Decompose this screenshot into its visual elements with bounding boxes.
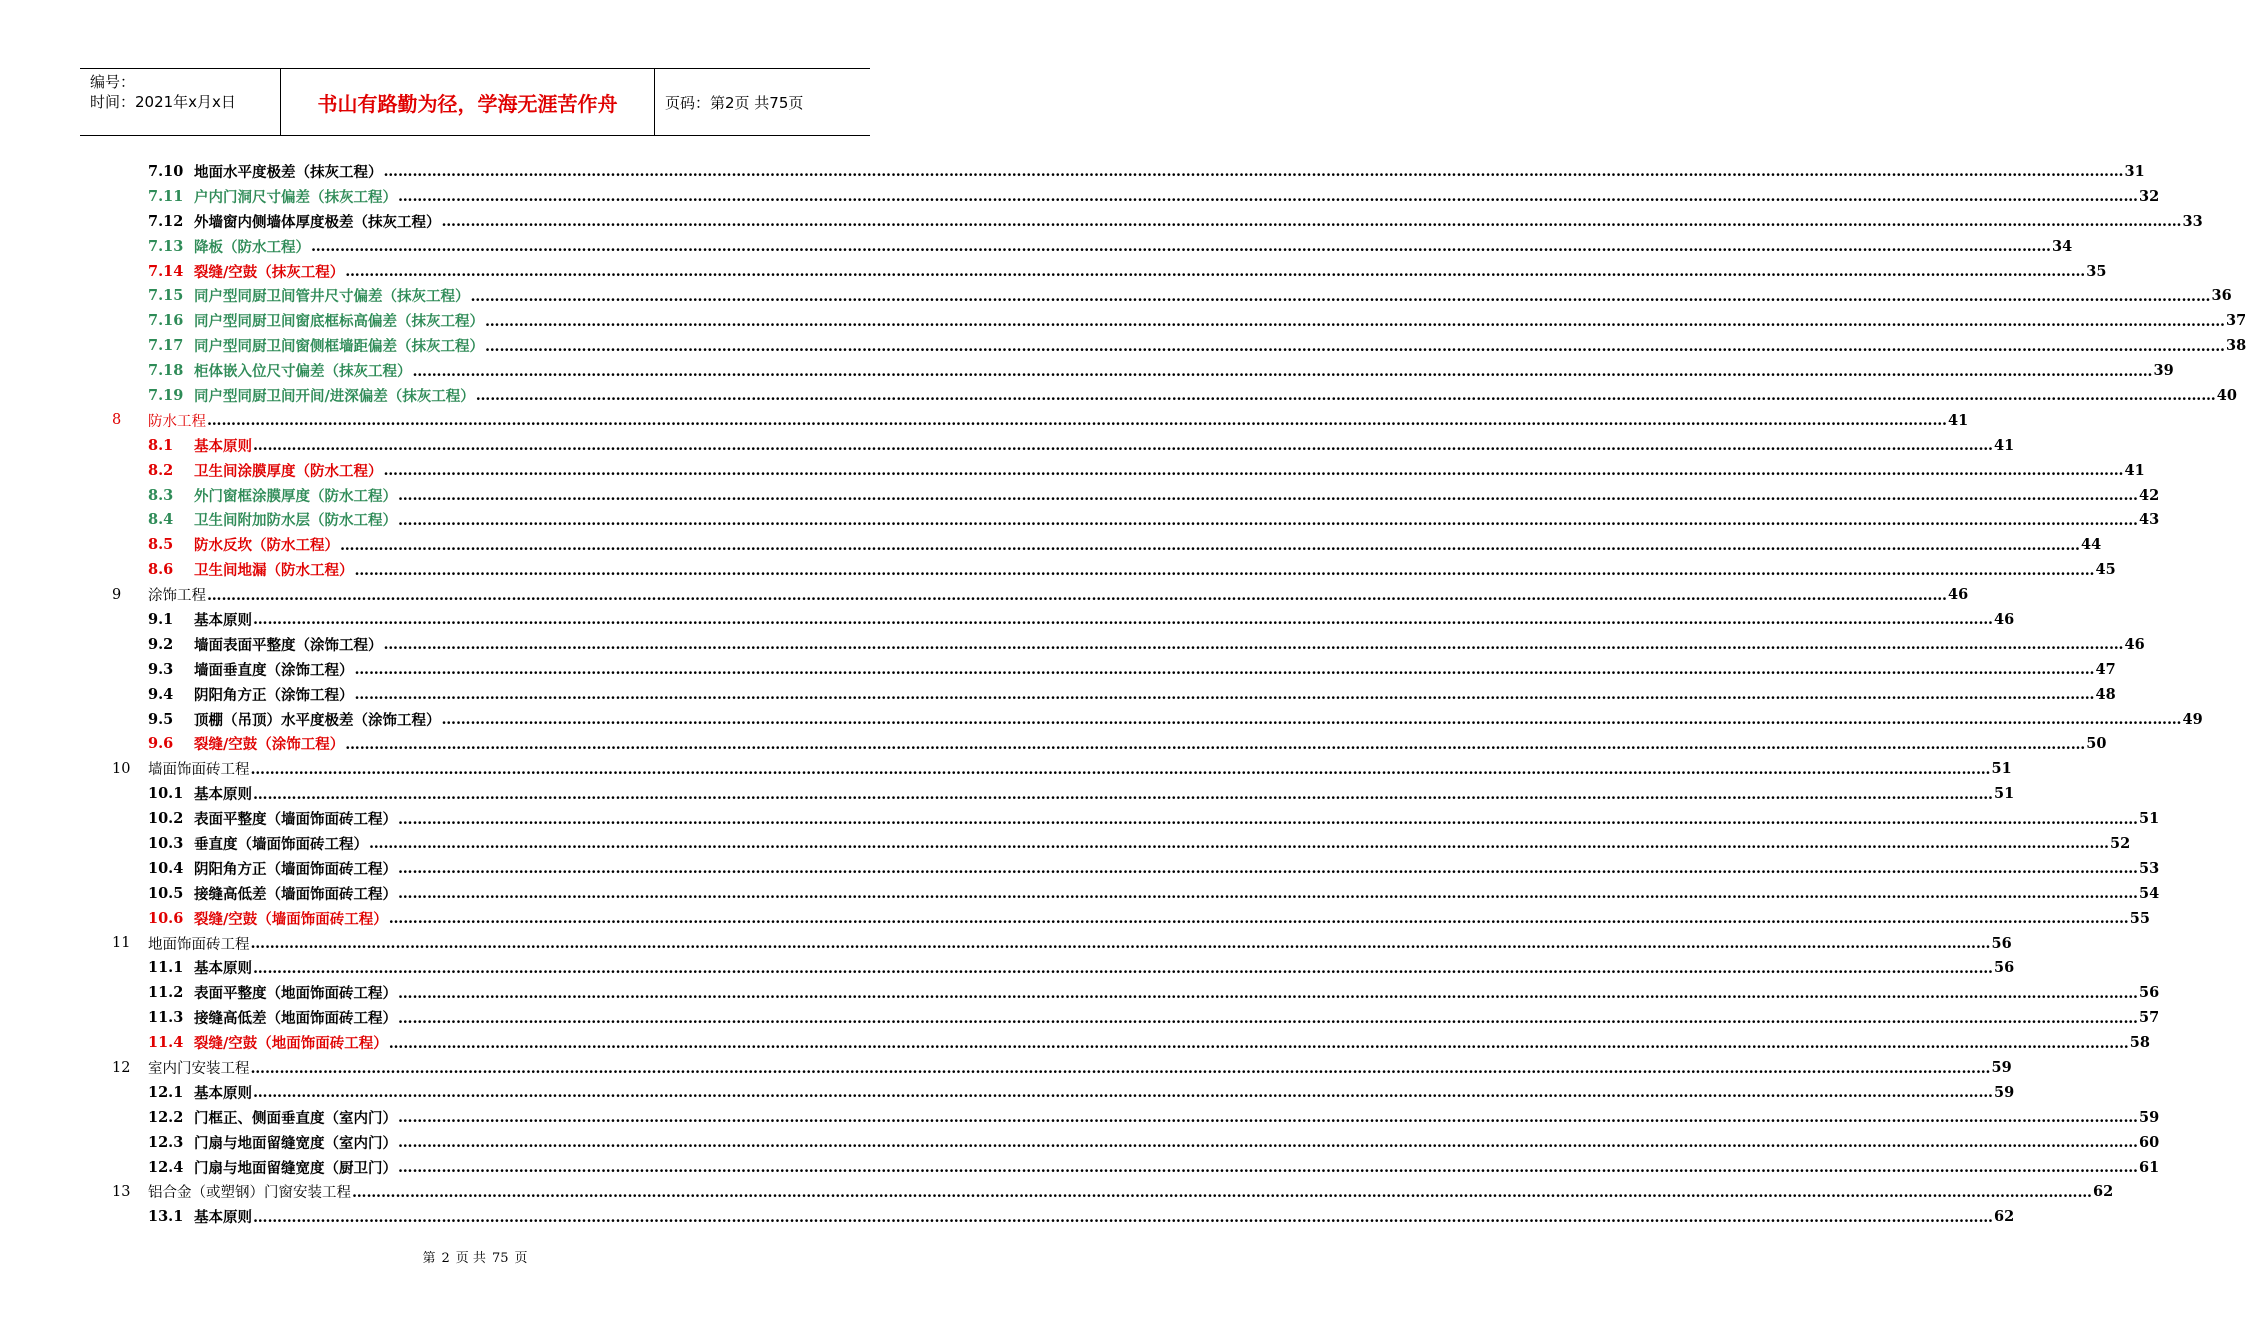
toc-entry[interactable] [112, 458, 2145, 483]
toc-entry[interactable] [112, 906, 2150, 931]
toc-entry[interactable] [112, 1055, 2012, 1080]
toc-entry-page: 58 [2129, 1034, 2150, 1052]
toc-dot-leader: ……………………………………………………………………………………………………………………………………………………………………………………………………………………………………………………………………………………………………………………………… [354, 686, 2095, 704]
toc-entry-page: 48 [2095, 685, 2116, 703]
toc-entry-page: 60 [2139, 1133, 2160, 1151]
toc-dot-leader: ……………………………………………………………………………………………………………………………………………………………………………………………………………………………………………………………………………………………………………………………… [340, 536, 2080, 554]
toc-entry[interactable] [112, 1155, 2160, 1180]
toc-entry-number: 8.3 [148, 486, 174, 504]
toc-entry-title: 裂缝/空鼓（墙面饰面砖工程） [194, 910, 388, 928]
toc-entry[interactable] [112, 408, 1969, 433]
header-page-info: 页码：第2页 共75页 [665, 93, 804, 112]
toc-entry-title: 降板（防水工程） [194, 238, 310, 256]
toc-entry[interactable] [112, 831, 2131, 856]
toc-entry-number: 11.3 [148, 1009, 184, 1027]
toc-entry-page: 44 [2081, 536, 2102, 554]
table-of-contents [112, 159, 2246, 1229]
toc-entry-number: 9.3 [148, 660, 174, 678]
toc-entry-title: 门扇与地面留缝宽度（厨卫门） [194, 1159, 397, 1177]
toc-entry-number: 8.6 [148, 561, 174, 579]
toc-dot-leader: ……………………………………………………………………………………………………………………………………………………………………………………………………………………………………………………………………………………………………………………………… [250, 1059, 1991, 1077]
toc-entry-page: 43 [2139, 511, 2160, 529]
toc-entry-page: 56 [1991, 934, 2012, 952]
toc-entry-number: 12.1 [148, 1083, 184, 1101]
footer-suffix: 页 [514, 1251, 528, 1266]
toc-entry-title: 同户型同厨卫间管井尺寸偏差（抹灰工程） [194, 288, 470, 306]
toc-entry[interactable] [112, 956, 2015, 981]
toc-entry-title: 阴阳角方正（墙面饰面砖工程） [194, 860, 397, 878]
toc-entry[interactable] [112, 1005, 2160, 1030]
toc-dot-leader: ……………………………………………………………………………………………………………………………………………………………………………………………………………………………………………………………………………………………………………………………… [354, 561, 2095, 579]
toc-entry-number: 7.11 [148, 187, 184, 205]
toc-entry[interactable] [112, 1204, 2015, 1229]
toc-entry-page: 56 [2139, 984, 2160, 1002]
toc-entry-page: 41 [2124, 461, 2145, 479]
toc-entry-page: 31 [2124, 162, 2145, 180]
toc-entry-page: 52 [2110, 834, 2131, 852]
toc-dot-leader: ……………………………………………………………………………………………………………………………………………………………………………………………………………………………………………………………………………………………………………………………… [441, 213, 2182, 231]
toc-entry-page: 46 [1994, 610, 2015, 628]
toc-entry-number: 7.12 [148, 212, 184, 230]
toc-entry-title: 基本原则 [194, 786, 252, 804]
toc-entry-number: 8.4 [148, 511, 174, 529]
toc-entry-title: 接缝高低差（墙面饰面砖工程） [194, 885, 397, 903]
toc-dot-leader: ……………………………………………………………………………………………………………………………………………………………………………………………………………………………………………………………………………………………………………………………… [253, 611, 1993, 629]
toc-dot-leader: ……………………………………………………………………………………………………………………………………………………………………………………………………………………………………………………………………………………………………………………………… [383, 462, 2124, 480]
toc-entry-page: 51 [1991, 760, 2012, 778]
toc-entry-number: 9.6 [148, 735, 174, 753]
toc-entry-page: 38 [2226, 337, 2246, 355]
toc-entry[interactable] [112, 557, 2116, 582]
toc-dot-leader: ……………………………………………………………………………………………………………………………………………………………………………………………………………………………………………………………………………………………………………………………… [250, 935, 1991, 953]
toc-entry[interactable] [112, 209, 2203, 234]
toc-entry-number: 8 [112, 412, 122, 429]
toc-entry-title: 基本原则 [194, 1209, 252, 1227]
toc-dot-leader: ……………………………………………………………………………………………………………………………………………………………………………………………………………………………………………………………………………………………………………………………… [398, 984, 2138, 1002]
toc-dot-leader: ……………………………………………………………………………………………………………………………………………………………………………………………………………………………………………………………………………………………………………………………… [398, 487, 2138, 505]
toc-entry-page: 56 [1994, 959, 2015, 977]
toc-entry[interactable] [112, 632, 2145, 657]
toc-entry-title: 防水工程 [148, 413, 206, 430]
toc-entry-page: 59 [1991, 1059, 2012, 1076]
toc-dot-leader: ……………………………………………………………………………………………………………………………………………………………………………………………………………………………………………………………………………………………………………………………… [485, 337, 2225, 355]
toc-entry-number: 10.4 [148, 859, 184, 877]
toc-entry[interactable] [112, 707, 2203, 732]
toc-entry[interactable] [112, 532, 2102, 557]
toc-entry-page: 36 [2211, 287, 2232, 305]
toc-entry-title: 裂缝/空鼓（涂饰工程） [194, 736, 345, 754]
toc-entry[interactable] [112, 483, 2160, 508]
toc-entry-page: 50 [2086, 735, 2107, 753]
toc-entry-title: 表面平整度（地面饰面砖工程） [194, 985, 397, 1003]
toc-entry-page: 34 [2052, 237, 2073, 255]
toc-entry-number: 10.1 [148, 785, 184, 803]
header-time-label: 时间：2021年x月x日 [90, 93, 236, 111]
toc-entry-number: 9.5 [148, 710, 174, 728]
toc-dot-leader: ……………………………………………………………………………………………………………………………………………………………………………………………………………………………………………………………………………………………………………………………… [369, 835, 2109, 853]
toc-entry-title: 卫生间附加防水层（防水工程） [194, 512, 397, 530]
toc-entry-number: 7.16 [148, 312, 184, 330]
toc-dot-leader: ……………………………………………………………………………………………………………………………………………………………………………………………………………………………………………………………………………………………………………………………… [398, 860, 2138, 878]
toc-dot-leader: ……………………………………………………………………………………………………………………………………………………………………………………………………………………………………………………………………………………………………………………………… [345, 263, 2086, 280]
header-motto: 书山有路勤为径，学海无涯苦作舟 [281, 69, 655, 135]
toc-dot-leader: ……………………………………………………………………………………………………………………………………………………………………………………………………………………………………………………………………………………………………………………………… [253, 959, 1993, 977]
toc-entry-number: 7.19 [148, 386, 184, 404]
toc-entry-title: 基本原则 [194, 437, 252, 455]
toc-entry-title: 墙面表面平整度（涂饰工程） [194, 636, 383, 654]
toc-entry-title: 顶棚（吊顶）水平度极差（涂饰工程） [194, 711, 441, 729]
toc-entry-number: 7.10 [148, 162, 184, 180]
toc-entry[interactable] [112, 682, 2116, 707]
toc-entry[interactable] [112, 781, 2015, 806]
toc-entry-page: 51 [2139, 810, 2160, 828]
toc-dot-leader: ……………………………………………………………………………………………………………………………………………………………………………………………………………………………………………………………………………………………………………………………… [398, 1134, 2138, 1152]
toc-entry[interactable] [112, 980, 2160, 1005]
toc-entry-number: 10 [112, 760, 131, 777]
toc-entry-title: 铝合金（或塑钢）门窗安装工程 [148, 1185, 351, 1202]
toc-entry-page: 42 [2139, 486, 2160, 504]
toc-entry-number: 12.4 [148, 1158, 184, 1176]
toc-entry[interactable] [112, 856, 2160, 881]
toc-dot-leader: ……………………………………………………………………………………………………………………………………………………………………………………………………………………………………………………………………………………………………………………………… [253, 1084, 1993, 1102]
toc-entry[interactable] [112, 259, 2107, 284]
toc-entry[interactable] [112, 1130, 2160, 1155]
toc-entry-number: 9 [112, 586, 122, 603]
toc-entry-title: 接缝高低差（地面饰面砖工程） [194, 1010, 397, 1028]
toc-dot-leader: ……………………………………………………………………………………………………………………………………………………………………………………………………………………………………………………………………………………………………………………………… [388, 1034, 2129, 1052]
toc-entry[interactable] [112, 1105, 2160, 1130]
toc-entry-number: 10.6 [148, 909, 184, 927]
toc-entry[interactable] [112, 234, 2073, 259]
toc-dot-leader: ……………………………………………………………………………………………………………………………………………………………………………………………………………………………………………………………………………………………………………………………… [398, 885, 2138, 903]
toc-entry[interactable] [112, 657, 2116, 682]
toc-entry-title: 门扇与地面留缝宽度（室内门） [194, 1134, 397, 1152]
toc-entry[interactable] [112, 333, 2246, 358]
toc-entry-number: 11.2 [148, 984, 184, 1002]
toc-entry-page: 41 [1994, 436, 2015, 454]
toc-entry[interactable] [112, 358, 2174, 383]
toc-entry-page: 32 [2139, 187, 2160, 205]
toc-entry-number: 8.5 [148, 536, 174, 554]
toc-dot-leader: ……………………………………………………………………………………………………………………………………………………………………………………………………………………………………………………………………………………………………………………………… [398, 810, 2138, 828]
toc-entry-number: 10.2 [148, 810, 184, 828]
toc-dot-leader: ……………………………………………………………………………………………………………………………………………………………………………………………………………………………………………………………………………………………………………………………… [398, 1109, 2138, 1127]
toc-entry-page: 57 [2139, 1009, 2160, 1027]
toc-dot-leader: ……………………………………………………………………………………………………………………………………………………………………………………………………………………………………………………………………………………………………………………………… [475, 387, 2216, 405]
toc-entry-page: 41 [1948, 411, 1969, 429]
toc-entry-title: 裂缝/空鼓（地面饰面砖工程） [194, 1035, 388, 1053]
toc-dot-leader: ……………………………………………………………………………………………………………………………………………………………………………………………………………………………………………………………………………………………………………………………… [253, 437, 1993, 455]
toc-dot-leader: ……………………………………………………………………………………………………………………………………………………………………………………………………………………………………………………………………………………………………………………………… [311, 238, 2051, 256]
toc-dot-leader: ……………………………………………………………………………………………………………………………………………………………………………………………………………………………………………………………………………………………………………………………… [250, 760, 1991, 778]
toc-entry-page: 61 [2139, 1158, 2160, 1176]
toc-entry-number: 12 [112, 1059, 131, 1076]
toc-entry-title: 门框正、侧面垂直度（室内门） [194, 1109, 397, 1127]
toc-entry-page: 59 [1994, 1083, 2015, 1101]
toc-entry[interactable] [112, 1080, 2015, 1105]
toc-dot-leader: ……………………………………………………………………………………………………………………………………………………………………………………………………………………………………………………………………………………………………………………………… [398, 1009, 2138, 1027]
toc-dot-leader: ……………………………………………………………………………………………………………………………………………………………………………………………………………………………………………………………………………………………………………………………… [412, 362, 2153, 380]
toc-entry-number: 7.18 [148, 362, 184, 380]
toc-dot-leader: ……………………………………………………………………………………………………………………………………………………………………………………………………………………………………………………………………………………………………………………………… [207, 412, 1947, 430]
toc-entry-title: 地面水平度极差（抹灰工程） [194, 163, 383, 181]
toc-entry-number: 9.4 [148, 685, 174, 703]
toc-entry-number: 9.2 [148, 635, 174, 653]
toc-entry[interactable] [112, 931, 2012, 956]
toc-entry[interactable] [112, 507, 2160, 532]
toc-entry-number: 7.15 [148, 287, 184, 305]
toc-entry-page: 33 [2182, 212, 2203, 230]
toc-entry[interactable] [112, 756, 2012, 781]
toc-entry[interactable] [112, 1030, 2150, 1055]
toc-entry-page: 47 [2095, 660, 2116, 678]
toc-entry-number: 13 [112, 1183, 131, 1200]
toc-entry-title: 表面平整度（墙面饰面砖工程） [194, 811, 397, 829]
toc-entry-page: 37 [2226, 312, 2246, 330]
toc-entry[interactable] [112, 881, 2160, 906]
toc-entry-title: 地面饰面砖工程 [148, 936, 250, 953]
toc-entry-number: 7.14 [148, 262, 184, 280]
toc-entry-page: 46 [1948, 586, 1969, 604]
toc-entry-page: 35 [2086, 262, 2107, 280]
toc-entry-number: 9.1 [148, 610, 174, 628]
toc-entry-title: 柜体嵌入位尺寸偏差（抹灰工程） [194, 363, 412, 381]
page-footer [0, 1247, 950, 1266]
toc-entry-title: 卫生间地漏（防水工程） [194, 562, 354, 580]
toc-entry-page: 54 [2139, 884, 2160, 902]
toc-dot-leader: ……………………………………………………………………………………………………………………………………………………………………………………………………………………………………………………………………………………………………………………………… [398, 511, 2138, 529]
toc-entry-number: 12.2 [148, 1108, 184, 1126]
toc-entry-title: 户内门洞尺寸偏差（抹灰工程） [194, 188, 397, 206]
toc-entry-title: 基本原则 [194, 1084, 252, 1102]
toc-entry[interactable] [112, 582, 1969, 607]
toc-entry-page: 46 [2124, 635, 2145, 653]
toc-entry-number: 7.13 [148, 237, 184, 255]
toc-entry-title: 室内门安装工程 [148, 1061, 250, 1077]
toc-dot-leader: ……………………………………………………………………………………………………………………………………………………………………………………………………………………………………………………………………………………………………………………………… [388, 910, 2129, 928]
toc-entry[interactable] [112, 283, 2232, 308]
toc-entry[interactable] [112, 1180, 2114, 1205]
toc-entry[interactable] [112, 159, 2145, 184]
toc-entry-page: 59 [2139, 1108, 2160, 1126]
toc-dot-leader: ……………………………………………………………………………………………………………………………………………………………………………………………………………………………………………………………………………………………………………………………… [383, 163, 2124, 181]
toc-entry-page: 51 [1994, 785, 2015, 803]
toc-entry-page: 62 [1994, 1208, 2015, 1226]
toc-entry-page: 53 [2139, 859, 2160, 877]
toc-entry-number: 12.3 [148, 1133, 184, 1151]
toc-entry[interactable] [112, 383, 2237, 408]
toc-entry-title: 涂饰工程 [148, 588, 206, 605]
toc-entry-number: 11 [112, 935, 131, 952]
toc-entry-title: 裂缝/空鼓（抹灰工程） [194, 263, 345, 281]
toc-dot-leader: ……………………………………………………………………………………………………………………………………………………………………………………………………………………………………………………………………………………………………………………………… [441, 711, 2182, 729]
toc-entry-page: 40 [2216, 386, 2237, 404]
toc-entry-number: 10.5 [148, 884, 184, 902]
toc-entry-page: 49 [2182, 710, 2203, 728]
toc-entry-title: 外门窗框涂膜厚度（防水工程） [194, 487, 397, 505]
toc-entry-title: 基本原则 [194, 960, 252, 978]
toc-dot-leader: ……………………………………………………………………………………………………………………………………………………………………………………………………………………………………………………………………………………………………………………………… [398, 1159, 2138, 1177]
toc-dot-leader: ……………………………………………………………………………………………………………………………………………………………………………………………………………………………………………………………………………………………………………………………… [485, 312, 2225, 330]
toc-entry-number: 8.1 [148, 436, 174, 454]
toc-entry-title: 墙面饰面砖工程 [148, 762, 250, 779]
toc-dot-leader: ……………………………………………………………………………………………………………………………………………………………………………………………………………………………………………………………………………………………………………………………… [470, 287, 2211, 305]
toc-entry-page: 39 [2153, 362, 2174, 380]
header-code-label: 编号： [90, 73, 136, 91]
toc-dot-leader: ……………………………………………………………………………………………………………………………………………………………………………………………………………………………………………………………………………………………………………………………… [398, 188, 2138, 206]
toc-entry[interactable] [112, 607, 2015, 632]
toc-dot-leader: ……………………………………………………………………………………………………………………………………………………………………………………………………………………………………………………………………………………………………………………………… [253, 1208, 1993, 1226]
toc-dot-leader: ……………………………………………………………………………………………………………………………………………………………………………………………………………………………………………………………………………………………………………………………… [345, 735, 2086, 753]
footer-total-pages: 75 [491, 1251, 509, 1266]
toc-entry-title: 墙面垂直度（涂饰工程） [194, 661, 354, 679]
toc-entry-title: 同户型同厨卫间窗侧框墙距偏差（抹灰工程） [194, 338, 484, 356]
toc-dot-leader: ……………………………………………………………………………………………………………………………………………………………………………………………………………………………………………………………………………………………………………………………… [253, 785, 1993, 803]
toc-entry-title: 垂直度（墙面饰面砖工程） [194, 835, 368, 853]
footer-current-page: 2 [441, 1251, 450, 1266]
toc-entry[interactable] [112, 184, 2160, 209]
toc-entry[interactable] [112, 806, 2160, 831]
toc-entry-number: 7.17 [148, 337, 184, 355]
toc-dot-leader: ……………………………………………………………………………………………………………………………………………………………………………………………………………………………………………………………………………………………………………………………… [352, 1183, 2092, 1201]
toc-entry-number: 11.1 [148, 959, 184, 977]
toc-entry-title: 同户型同厨卫间开间/进深偏差（抹灰工程） [194, 387, 475, 405]
toc-entry-title: 基本原则 [194, 611, 252, 629]
toc-entry[interactable] [112, 308, 2246, 333]
footer-middle: 页 共 [455, 1251, 486, 1266]
header-left-cell [80, 69, 281, 135]
toc-entry-title: 同户型同厨卫间窗底框标高偏差（抹灰工程） [194, 313, 484, 331]
toc-entry-number: 13.1 [148, 1208, 184, 1226]
toc-entry-page: 62 [2093, 1183, 2114, 1201]
toc-entry[interactable] [112, 731, 2107, 756]
toc-entry-title: 外墙窗内侧墙体厚度极差（抹灰工程） [194, 213, 441, 231]
toc-dot-leader: ……………………………………………………………………………………………………………………………………………………………………………………………………………………………………………………………………………………………………………………………… [354, 661, 2095, 679]
toc-dot-leader: ……………………………………………………………………………………………………………………………………………………………………………………………………………………………………………………………………………………………………………………………… [383, 636, 2124, 654]
toc-entry-page: 45 [2095, 561, 2116, 579]
toc-entry-title: 卫生间涂膜厚度（防水工程） [194, 462, 383, 480]
toc-entry-page: 55 [2129, 909, 2150, 927]
footer-prefix: 第 [422, 1251, 436, 1266]
toc-entry-number: 10.3 [148, 834, 184, 852]
toc-entry-number: 11.4 [148, 1034, 184, 1052]
toc-entry-title: 防水反坎（防水工程） [194, 537, 339, 555]
toc-dot-leader: ……………………………………………………………………………………………………………………………………………………………………………………………………………………………………………………………………………………………………………………………… [207, 586, 1947, 604]
page-header [80, 68, 870, 136]
toc-entry[interactable] [112, 433, 2015, 458]
toc-entry-number: 8.2 [148, 461, 174, 479]
toc-entry-title: 阴阳角方正（涂饰工程） [194, 686, 354, 704]
